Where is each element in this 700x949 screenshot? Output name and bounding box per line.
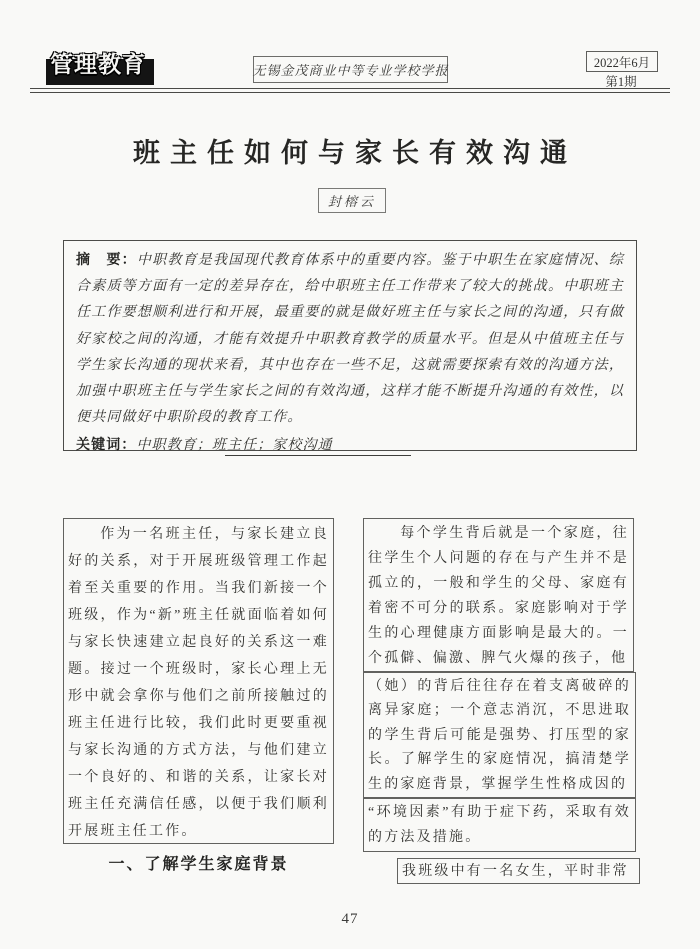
keywords-label: 关键词： bbox=[76, 436, 137, 453]
author-name: 封榕云 bbox=[328, 194, 377, 209]
left-column-paragraph: 作为一名班主任，与家长建立良好的关系，对于开展班级管理工作起着至关重要的作用。当我们新接一个班级，作为“新”班主任就面临着如何与家长快速建立起良好的关系这一难题。接过一个班级时，家长心理上无形中就会拿你与他们之前所接触过的班主任进行比较，我们此时更要重视与家长沟通的方式方法，与他们建立一个良好的、和谐的关系，让家长对班主任充满信任感，以便于我们顺利开展班主任工作。 bbox=[63, 518, 334, 844]
journal-name-box bbox=[253, 56, 448, 83]
section-heading: 一、了解学生家庭背景 bbox=[108, 856, 289, 873]
issue-date: 2022年6月 bbox=[593, 55, 651, 70]
journal-name: 无锡金茂商业中等专业学校学报 bbox=[252, 63, 449, 78]
abstract-box bbox=[63, 240, 637, 454]
abstract-label: 摘 要： bbox=[76, 251, 137, 267]
abstract-body-separator-rule bbox=[225, 455, 411, 456]
abstract-paragraph bbox=[76, 253, 624, 425]
issue-number: 第1期 bbox=[605, 75, 637, 89]
abstract-text: 中职教育是我国现代教育体系中的重要内容。鉴于中职生在家庭情况、综合素质等方面有一定的差异存在，给中职班主任工作带来了较大的挑战。中职班主任工作要想顺利进行和开展，最重要的就是做好班主任与家长之间的沟通，只有做好家校之间的沟通，才能有效提升中职教育教学的质量水平。但是从中值班主任与学生家长沟通的现状来看，其中也存在一些不足，这就需要探索有效的沟通方法，加强中职班主任与学生家长之间的有效沟通，这样才能不断提升沟通的有效性，以便共同做好中职阶段的教育工作。 bbox=[76, 253, 624, 426]
page-number: 47 bbox=[341, 911, 359, 927]
article-title: 班主任如何与家长有效沟通 bbox=[133, 138, 577, 168]
right-column-block-3: “环境因素”有助于症下药，采取有效的方法及措施。 bbox=[363, 798, 636, 852]
right-column-block-4: 我班级中有一名女生，平时非常 bbox=[397, 858, 640, 884]
keywords-text: 中职教育；班主任；家校沟通 bbox=[136, 438, 333, 454]
header-divider-rule bbox=[30, 88, 670, 93]
right-column-block-2: （她）的背后往往存在着支离破碎的离异家庭；一个意志消沉，不思进取的学生背后可能是强势、打压型的家长。了解学生的家庭情况，搞清楚学生的家庭背景，掌握学生性格成因的 bbox=[363, 672, 636, 798]
author-name-box bbox=[318, 188, 386, 213]
journal-logo-text: 管理教育 bbox=[50, 51, 146, 77]
right-column-block-1: 每个学生背后就是一个家庭，往往学生个人问题的存在与产生并不是孤立的，一般和学生的父母、家庭有着密不可分的联系。家庭影响对于学生的心理健康方面影响是最大的。一个孤僻、偏激、脾气火爆的孩子，他 bbox=[363, 518, 634, 672]
issue-date-box bbox=[586, 51, 658, 72]
